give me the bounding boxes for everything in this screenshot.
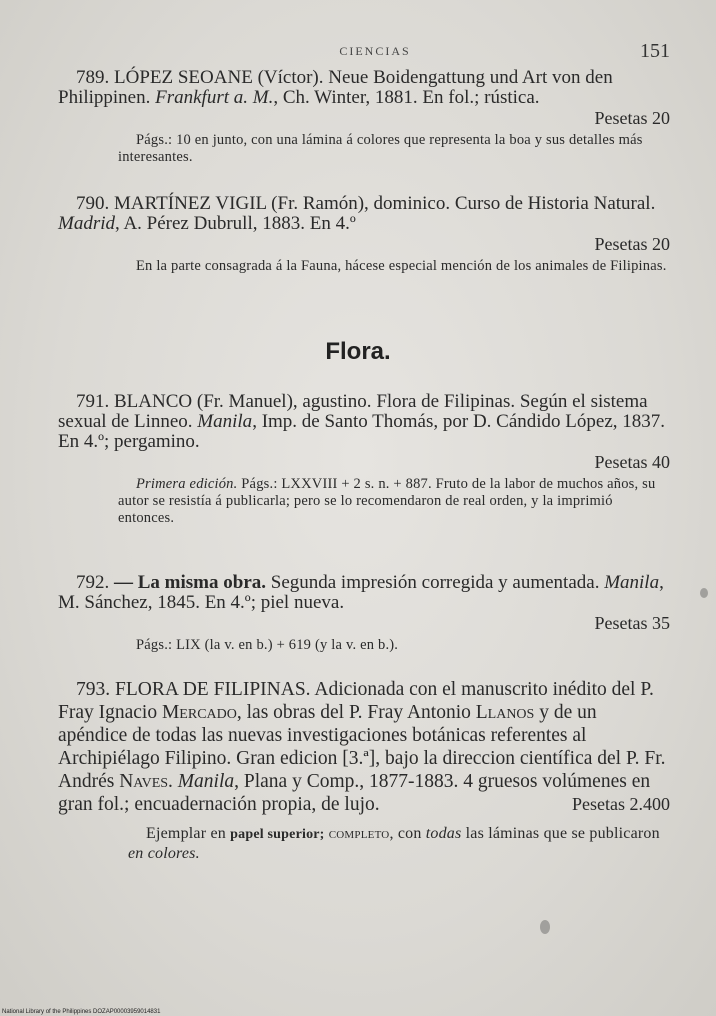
entry-price: Pesetas 2.400 [572,794,670,814]
footer-credit: National Library of the Philippines DOZAP00003959014831 [2,1009,161,1015]
entry-author: MARTÍNEZ VIGIL [114,193,267,214]
entry-text-a: FLORA DE FILIPINAS. Adicionada con el manuscrito inédito del P. Fray Ignacio [58,679,654,723]
entry-title: Neue Boidengattung und Art von den Philippinen. [58,67,613,108]
entry-text-b: , las obras del P. Fray Antonio [236,702,471,723]
entry-note [58,824,670,863]
note-g: en colores. [128,845,200,862]
entry-792 [58,573,670,654]
entry-publisher: , M. Sánchez, 1845. En 4.º; piel nueva. [58,572,664,613]
entry-price: Pesetas 20 [594,108,670,128]
entry-790 [58,194,670,275]
entry-author-given: (Fr. Manuel), agustino. [196,391,372,412]
entry-note-lead: Primera edición. [136,476,238,492]
entry-number: 790. [76,193,110,214]
ink-spot [540,920,550,934]
note-c: completo [328,825,390,842]
entry-publisher: , Imp. de Santo Thomás, por D. Cándido López, 1837. En 4.º; pergamino. [58,411,666,452]
entry-author-given: (Víctor). [257,67,324,88]
entry-title: Flora de Filipinas. Según el sistema sexual de Linneo. [58,391,648,432]
entry-789-text [58,68,670,108]
page-number: 151 [640,40,670,62]
entry-price: Pesetas 40 [594,452,670,472]
entry-title: Segunda impresión corregida y aumentada. [270,572,600,593]
entry-note-text: Págs.: LXXVIII + 2 s. n. + 887. Fruto de la labor de muchos años, su autor se resistía á publicarla; pero se lo recomendaron de real orden, y la imprimió entonces. [118,476,656,526]
entry-name-3: Naves. [119,771,173,792]
entry-publisher: , Plana y Comp., 1877-1883. 4 gruesos volúmenes en gran fol.; encuadernación propia, de lujo. [58,771,651,815]
entry-author-given: (Fr. Ramón), dominico. [271,193,451,214]
entry-791-text [58,392,670,452]
entry-note: Págs.: 10 en junto, con una lámina á colores que representa la boa y sus detalles más interesantes. [118,132,643,165]
page-header [80,40,670,64]
entry-790-text [58,194,670,234]
entry-place: Frankfurt a. M. [155,87,274,108]
entry-number: 791. [76,391,110,412]
entry-789 [58,68,670,166]
entry-793 [58,678,670,863]
entry-792-text [58,573,670,613]
entry-note: En la parte consagrada á la Fauna, hácese especial mención de los animales de Filipinas. [136,258,667,274]
entry-place: Madrid [58,213,115,234]
note-f: las láminas que se publicaron [465,825,660,842]
note-e: todas [425,825,462,842]
entry-text-c: y de un apéndice de todas las nuevas investigaciones botánicas referentes al Archipiélago Filipino. Gran edicion [3.ª], bajo la direccion científica del P. Fr. Andrés [58,702,666,792]
entry-title: Curso de Historia Natural. [454,193,656,214]
note-d: , con [389,825,422,842]
entry-place: Manila [604,572,660,593]
note-a: Ejemplar en [146,825,226,842]
entry-author: BLANCO [114,391,193,412]
entry-price: Pesetas 20 [594,234,670,254]
entry-note [58,476,670,527]
entry-price: Pesetas 35 [594,613,670,633]
entry-name-2: Llanos [475,702,535,723]
entry-lead: — La misma obra. [114,572,266,593]
ink-spot [700,588,708,598]
note-b: papel superior; [230,827,325,842]
entry-name-1: Mercado [161,702,237,723]
entry-publisher: , Ch. Winter, 1881. En fol.; rústica. [273,87,540,108]
section-title: Flora. [325,338,391,365]
entry-publisher: , A. Pérez Dubrull, 1883. En 4.º [115,213,356,234]
entry-place: Manila [177,771,235,792]
entry-number: 793. [76,679,111,700]
entry-number: 789. [76,67,110,88]
running-head: CIENCIAS [339,44,411,58]
entry-791 [58,392,670,527]
entry-place: Manila [197,411,253,432]
entry-number: 792. [76,572,110,593]
entry-note: Págs.: LIX (la v. en b.) + 619 (y la v. en b.). [136,637,399,653]
entry-author: LÓPEZ SEOANE [114,67,253,88]
